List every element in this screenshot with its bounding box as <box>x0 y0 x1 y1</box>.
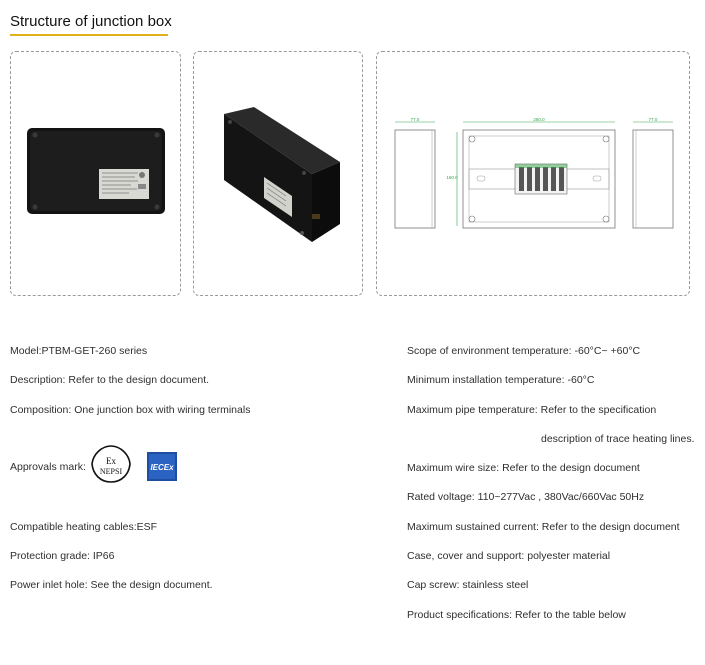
title-underline <box>10 34 168 36</box>
spec-material: Case, cover and support: polyester material <box>407 550 611 562</box>
spec-description: Description: Refer to the design document. <box>10 374 210 386</box>
perspective-view-panel <box>193 51 363 296</box>
svg-text:IECEx: IECEx <box>150 463 174 472</box>
iecex-logo <box>147 452 177 481</box>
spec-approvals-label: Approvals mark: <box>10 461 86 473</box>
drawing-panel <box>376 51 690 296</box>
spec-screw: Cap screw: stainless steel <box>407 579 529 591</box>
spec-model: Model:PTBM-GET-260 series <box>10 345 148 357</box>
spec-max-wire: Maximum wire size: Refer to the design document <box>407 462 640 474</box>
dim-top-right: 77.0 <box>648 117 658 122</box>
spec-product-specs: Product specifications: Refer to the table below <box>407 609 626 621</box>
spec-protection: Protection grade: IP66 <box>10 550 115 562</box>
dim-side: 160.0 <box>446 175 458 180</box>
spec-inlet: Power inlet hole: See the design document. <box>10 579 213 591</box>
spec-min-install-temp: Minimum installation temperature: -60°C <box>407 374 595 386</box>
dim-top-left: 77.0 <box>410 117 420 122</box>
spec-max-pipe-temp: Maximum pipe temperature: Refer to the specification <box>407 404 657 416</box>
spec-max-current: Maximum sustained current: Refer to the design document <box>407 521 680 533</box>
junction-box-front-image <box>11 52 181 296</box>
ex-nepsi-logo-line1: Ex <box>106 456 116 466</box>
junction-box-perspective-image <box>194 52 363 296</box>
spec-composition: Composition: One junction box with wiring terminals <box>10 404 251 416</box>
spec-heating-cables: Compatible heating cables:ESF <box>10 521 158 533</box>
spec-max-pipe-temp-cont: description of trace heating lines. <box>541 433 695 445</box>
dim-top-center: 260.0 <box>533 117 545 122</box>
front-view-panel <box>10 51 181 296</box>
spec-env-temp: Scope of environment temperature: -60°C~ +60°C <box>407 345 641 357</box>
page-title: Structure of junction box <box>10 13 172 30</box>
spec-rated-voltage: Rated voltage: 110~277Vac , 380Vac/660Vac 50Hz <box>407 491 645 503</box>
junction-box-technical-drawing <box>377 52 690 296</box>
ex-nepsi-logo-line2: NEPSI <box>99 467 123 476</box>
ex-nepsi-logo <box>90 444 132 484</box>
